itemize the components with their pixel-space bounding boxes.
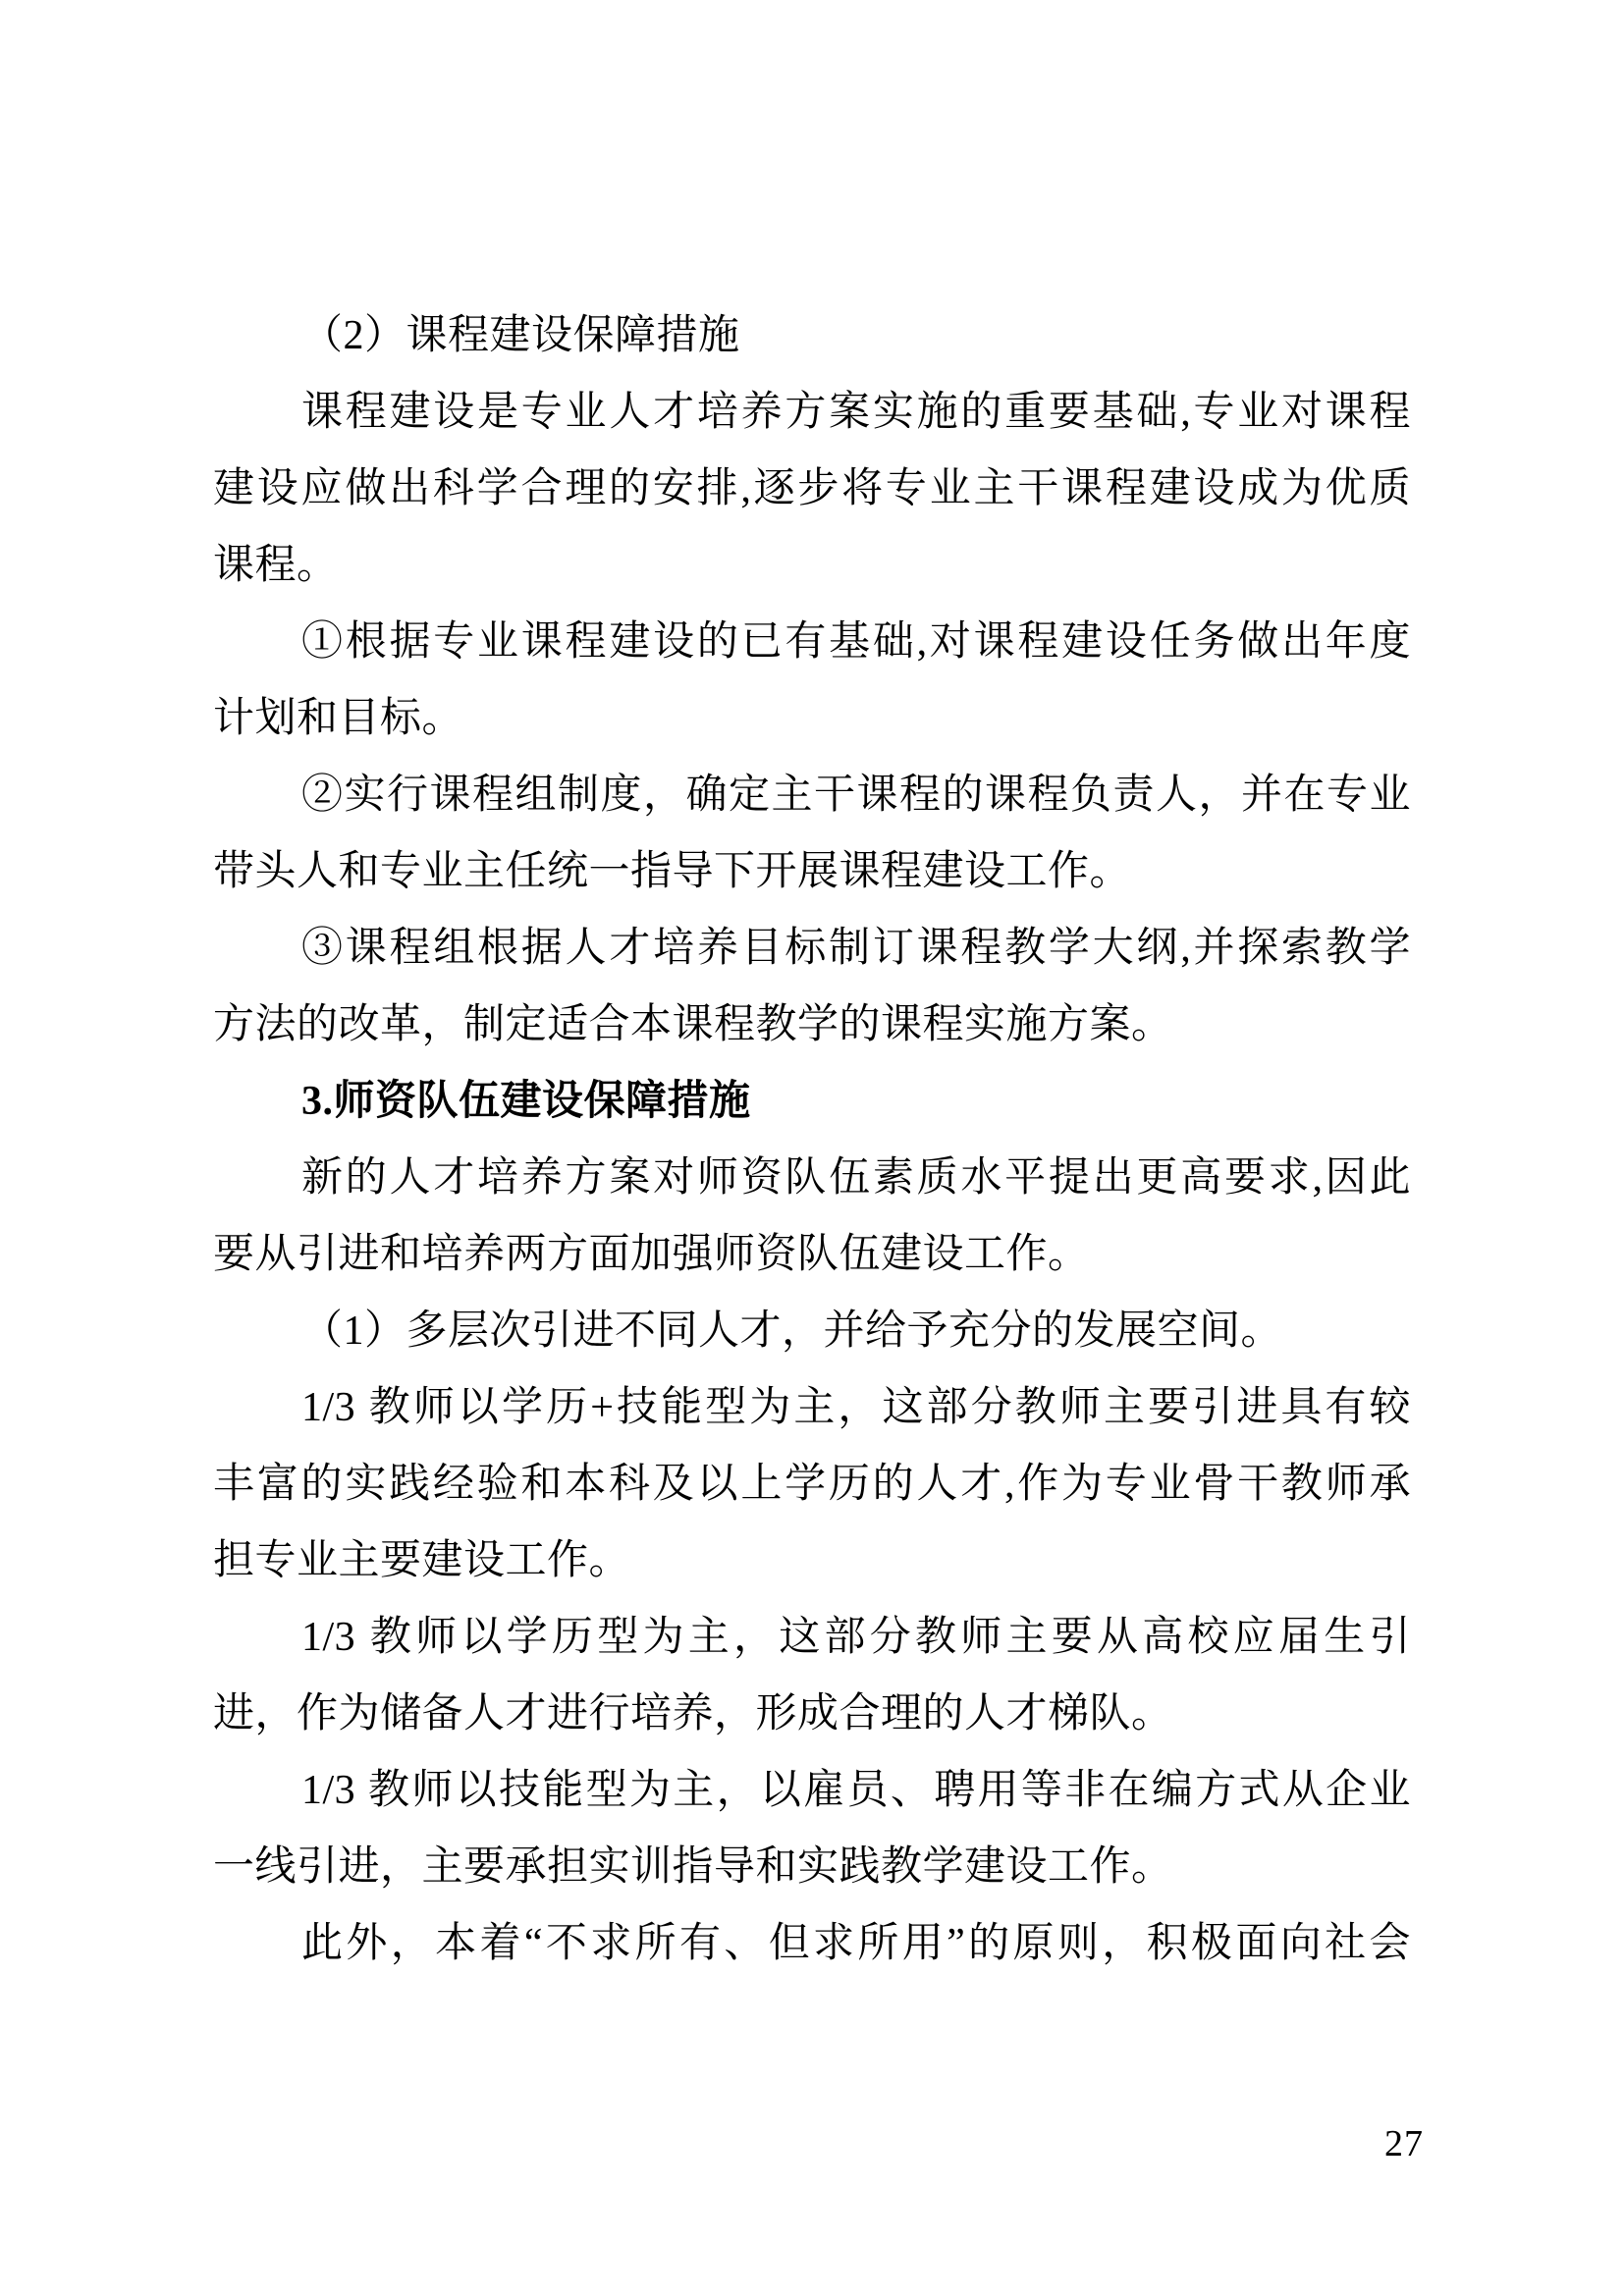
text-line: 要从引进和培养两方面加强师资队伍建设工作。 [213,1232,1090,1277]
text-line: （1）多层次引进不同人才，并给予充分的发展空间。 [301,1308,1283,1354]
text-line: 1/3 教师以学历+技能型为主，这部分教师主要引进具有较 [301,1385,1411,1430]
document-body [213,297,1411,1982]
text-line: 计划和目标。 [213,696,464,741]
text-line: ②实行课程组制度，确定主干课程的课程负责人，并在专业 [301,773,1411,818]
text-line: 建设应做出科学合理的安排,逐步将专业主干课程建设成为优质 [213,466,1411,511]
text-line: 课程。 [213,543,339,588]
text-line: 新的人才培养方案对师资队伍素质水平提出更高要求,因此 [301,1155,1411,1201]
page-number: 27 [1384,2123,1424,2164]
text-line: 此外，本着“不求所有、但求所用”的原则，积极面向社会 [301,1921,1411,1966]
text-line: 带头人和专业主任统一指导下开展课程建设工作。 [213,849,1132,894]
text-line: ①根据专业课程建设的已有基础,对课程建设任务做出年度 [301,619,1411,665]
heading-line: 3.师资队伍建设保障措施 [301,1079,751,1124]
text-line: （2）课程建设保障措施 [301,313,740,358]
text-line: 丰富的实践经验和本科及以上学历的人才,作为专业骨干教师承 [213,1462,1411,1507]
text-line: 担专业主要建设工作。 [213,1538,631,1583]
text-line: 进，作为储备人才进行培养，形成合理的人才梯队。 [213,1691,1173,1736]
text-line: 1/3 教师以技能型为主，以雇员、聘用等非在编方式从企业 [301,1768,1411,1813]
text-line: 一线引进，主要承担实训指导和实践教学建设工作。 [213,1844,1173,1890]
text-line: 方法的改革，制定适合本课程教学的课程实施方案。 [213,1002,1173,1047]
text-line: 1/3 教师以学历型为主，这部分教师主要从高校应届生引 [301,1615,1411,1660]
text-line: ③课程组根据人才培养目标制订课程教学大纲,并探索教学 [301,926,1411,971]
text-line: 课程建设是专业人才培养方案实施的重要基础,专业对课程 [301,390,1411,435]
